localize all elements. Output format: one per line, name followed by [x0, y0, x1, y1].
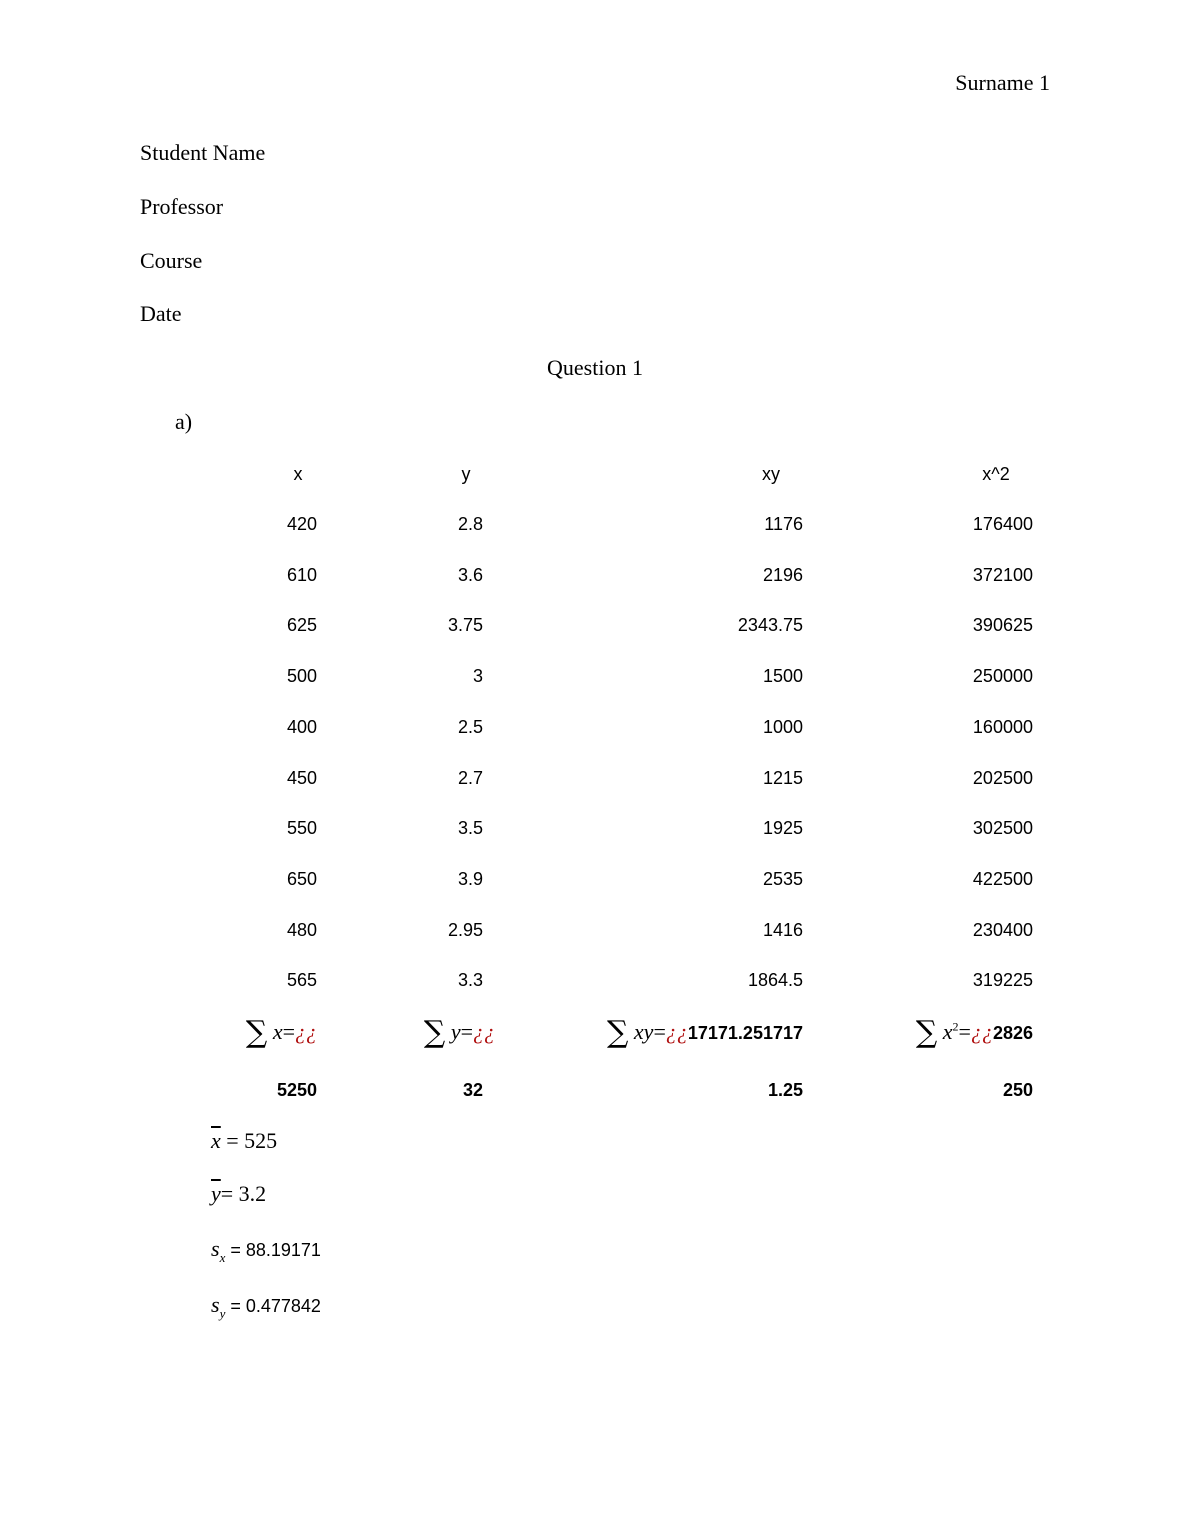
sum-x [246, 1015, 317, 1050]
table-cell-x2: 160000 [972, 716, 1033, 737]
header-xy: xy [762, 464, 780, 484]
xbar-symbol: $\overline{x}$ [211, 1128, 221, 1153]
table-cell-x2: 372100 [972, 564, 1033, 585]
sum-x2 [916, 1015, 1033, 1050]
table-cell-y: 2.7 [457, 767, 483, 788]
table-cell-y: 2.95 [447, 919, 483, 940]
table-cell-x2: 302500 [972, 818, 1033, 839]
total-y: 32 [462, 1080, 483, 1100]
mean-y [211, 1181, 266, 1207]
sum-y [424, 1015, 495, 1050]
table-cell-xy: 1864.5 [747, 970, 803, 991]
professor-name: Professor [140, 194, 224, 219]
course-name: Course [140, 248, 203, 273]
sigma-symbol: ∑ [423, 1015, 446, 1050]
running-header: Surname 1 [955, 70, 1050, 95]
table-cell-x: 480 [286, 919, 317, 940]
equals: = [282, 1019, 295, 1044]
table-cell-x: 650 [286, 868, 317, 889]
table-cell-x: 550 [286, 818, 317, 839]
sx-value: = 88.19171 [225, 1240, 321, 1260]
table-cell-y: 3.9 [457, 868, 483, 889]
table-cell-x: 420 [286, 514, 317, 534]
mean-x [211, 1128, 277, 1154]
sx-symbol: s [211, 1236, 220, 1261]
sigma-symbol: ∑ [915, 1015, 938, 1050]
equals: = [958, 1019, 971, 1044]
total-x2: 250 [1002, 1080, 1033, 1100]
table-cell-xy: 1500 [762, 666, 803, 687]
table-cell-x2: 250000 [972, 666, 1033, 687]
sum-x2-inline-value: 2826 [992, 1023, 1033, 1043]
table-cell-x: 450 [286, 767, 317, 788]
table-cell-x2: 230400 [972, 919, 1033, 940]
table-cell-x2: 176400 [972, 514, 1033, 534]
table-cell-x2: 319225 [972, 970, 1033, 991]
header-y: y [461, 464, 471, 484]
table-cell-xy: 1925 [762, 818, 803, 839]
table-cell-x: 500 [286, 666, 317, 687]
artifact: ¿¿ [295, 1019, 317, 1044]
artifact: ¿¿ [970, 1019, 993, 1044]
sy-value: = 0.477842 [225, 1296, 321, 1316]
header-x: x [293, 464, 303, 484]
sum-x2-var: x [942, 1019, 953, 1044]
table-cell-y: 3.75 [447, 615, 483, 636]
sum-xy [607, 1015, 803, 1050]
table-cell-xy: 2535 [762, 868, 803, 889]
xbar-value: = 525 [220, 1128, 278, 1153]
header-x2: x^2 [982, 464, 1010, 484]
ybar-value: = 3.2 [220, 1181, 267, 1206]
table-cell-xy: 2196 [762, 564, 803, 585]
equals: = [653, 1019, 666, 1044]
table-cell-x: 400 [286, 716, 317, 737]
date: Date [140, 301, 182, 326]
sigma-symbol: ∑ [245, 1015, 268, 1050]
table-cell-y: 2.8 [457, 514, 483, 534]
table-cell-x: 565 [286, 970, 317, 991]
table-cell-x2: 422500 [972, 868, 1033, 889]
sy-subscript: y [219, 1306, 226, 1321]
exponent: 2 [952, 1019, 959, 1034]
sx-subscript: x [219, 1250, 226, 1265]
question-title: Question 1 [547, 355, 643, 380]
ybar-symbol: $\overline{y}$ [211, 1181, 221, 1206]
sum-xy-var: xy [633, 1019, 654, 1044]
table-cell-xy: 1215 [762, 767, 803, 788]
std-y [211, 1292, 321, 1322]
sum-x-var: x [272, 1019, 283, 1044]
table-cell-y: 3.5 [457, 818, 483, 839]
table-cell-x2: 390625 [972, 615, 1033, 636]
table-cell-y: 2.5 [457, 716, 483, 737]
sigma-symbol: ∑ [607, 1015, 629, 1050]
sum-xy-inline-value: 17171.251717 [687, 1023, 803, 1043]
part-label: a) [175, 409, 193, 434]
equals: = [460, 1019, 473, 1044]
table-cell-xy: 1176 [764, 514, 803, 534]
table-cell-xy: 1416 [762, 919, 803, 940]
table-cell-xy: 2343.75 [737, 615, 803, 636]
table-cell-y: 3.6 [457, 564, 483, 585]
table-cell-x: 625 [286, 615, 317, 636]
total-x: 5250 [276, 1080, 317, 1100]
table-cell-x2: 202500 [972, 767, 1033, 788]
std-x [211, 1236, 321, 1266]
artifact: ¿¿ [473, 1019, 495, 1044]
sy-symbol: s [211, 1292, 220, 1317]
total-xy: 1.25 [767, 1080, 803, 1100]
table-cell-y: 3.3 [457, 970, 483, 991]
student-name: Student Name [140, 140, 266, 165]
table-cell-x: 610 [286, 564, 317, 585]
artifact: ¿¿ [665, 1019, 688, 1044]
table-cell-y: 3 [472, 666, 483, 687]
table-cell-xy: 1000 [762, 716, 803, 737]
sum-y-var: y [450, 1019, 461, 1044]
